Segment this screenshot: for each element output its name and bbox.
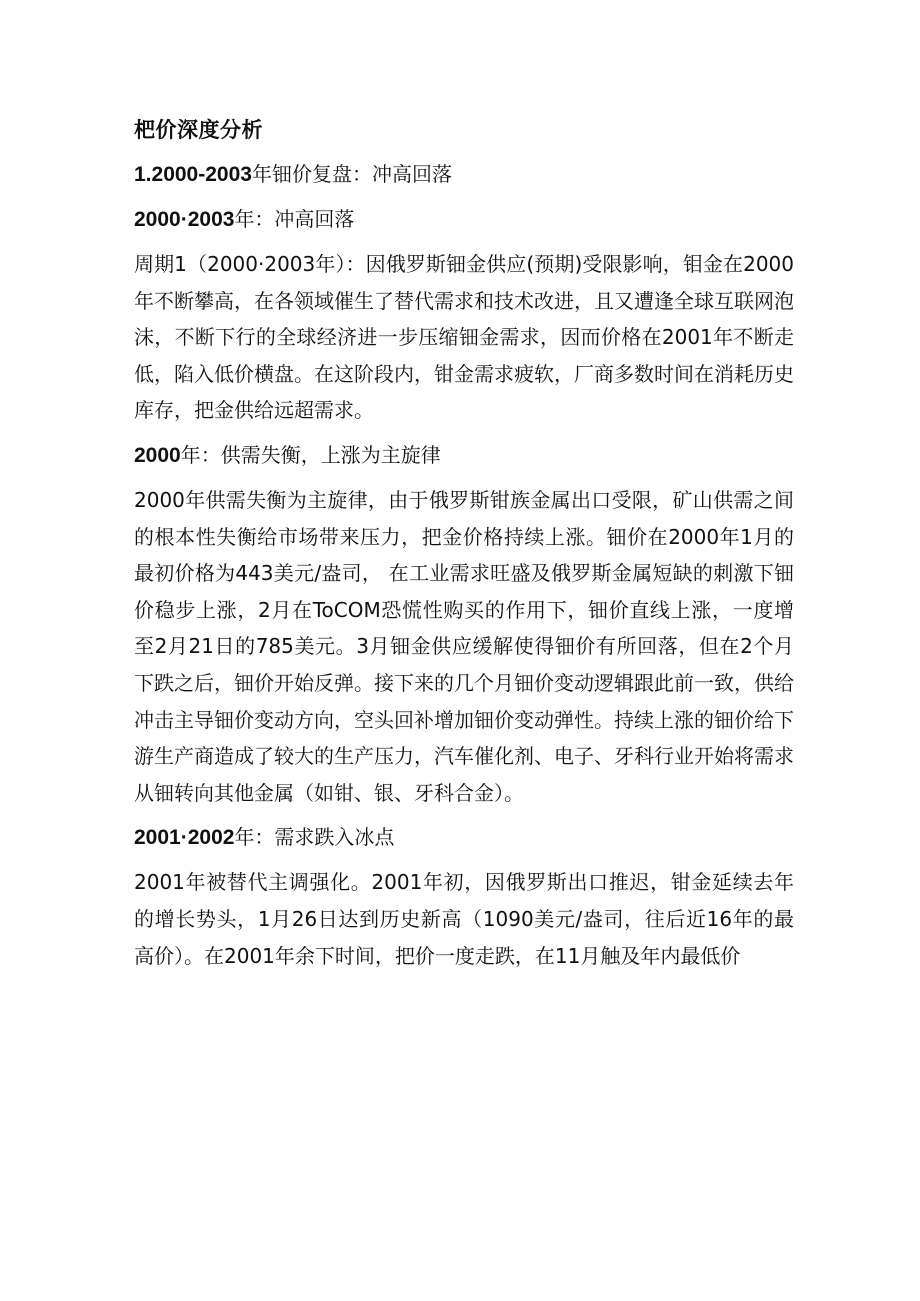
section-heading-price-review bbox=[134, 156, 794, 193]
heading-text: 年钿价复盘：冲高回落 bbox=[251, 162, 452, 186]
paragraph-2001-substitution: 2001年被替代主调强化。2001年初，因俄罗斯出口推迟，钳金延续去年的增长势头，1月26日达到历史新高（1090美元/盎司，往后近16年的最高价）。在2001年余下时间，把价一度走跌，在11月触及年内最低价 bbox=[134, 870, 794, 968]
heading-text: 年：冲高回落 bbox=[234, 207, 355, 231]
document-title: 杷价深度分析 bbox=[134, 118, 263, 142]
section-heading-2000 bbox=[134, 437, 794, 474]
heading-number: 2001·2002 bbox=[134, 826, 235, 850]
paragraph-2000-supply-imbalance: 2000年供需失衡为主旋律，由于俄罗斯钳族金属出口受限，矿山供需之间的根本性失衡给市场带来压力，把金价格持续上涨。钿价在2000年1月的最初价格为443美元/盎司， 在工业需求旺盛及俄罗斯金属短缺的刺激下钿价稳步上涨，2月在ToCOM恐慌性购买的作用下，钿价直线上涨，一度增至2月21日的785美元。3月钿金供应缓解使得钿价有所回落，但在2个月下跌之后，钿价开始反弹。接下来的几个月钿价变动逻辑跟此前一致，供给冲击主导钿价变动方向，空头回补增加钿价变动弹性。持续上涨的钿价给下游生产商造成了较大的生产压力，汽车催化剂、电子、牙科行业开始将需求从钿转向其他金属（如钳、银、牙科合金）。 bbox=[134, 487, 794, 805]
heading-number: 2000 bbox=[134, 443, 181, 467]
heading-number: 1.2000-2003 bbox=[134, 163, 252, 186]
document-page bbox=[134, 112, 794, 982]
section-heading-2000-2003 bbox=[134, 201, 794, 238]
paragraph-cycle-1: 周期1（2000·2003年）：因俄罗斯钿金供应(预期)受限影响，钼金在2000年不断攀高，在各领域催生了替代需求和技术改进，且又遭逢全球互联网泡沫，不断下行的全球经济进一步压缩钿金需求，因而价格在2001年不断走低，陷入低价横盘。在这阶段内，钳金需求疲软，厂商多数时间在消耗历史库存，把金供给远超需求。 bbox=[134, 252, 794, 423]
heading-text: 年：需求跌入冰点 bbox=[234, 825, 395, 850]
section-heading-2001-2002 bbox=[134, 819, 794, 856]
heading-text: 年：供需失衡，上涨为主旋律 bbox=[180, 442, 441, 467]
heading-number: 2000·2003 bbox=[134, 208, 235, 231]
